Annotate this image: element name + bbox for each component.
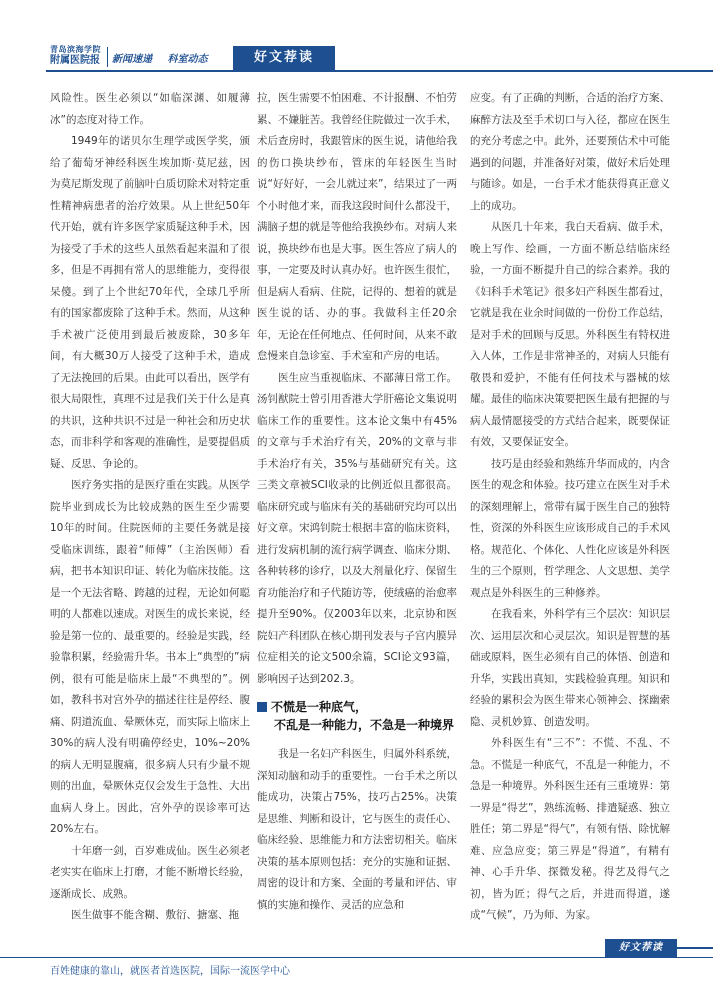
header-divider bbox=[107, 47, 108, 67]
footer-badge: 好文荐读 bbox=[605, 939, 677, 957]
text-column-2 bbox=[257, 88, 457, 916]
text-column-1 bbox=[50, 88, 250, 927]
header-nav bbox=[112, 50, 219, 65]
nav-news[interactable]: 新闻速递 bbox=[112, 54, 152, 65]
section-heading bbox=[257, 698, 457, 734]
hospital-logo bbox=[50, 44, 108, 70]
paragraph: 在我看来，外科学有三个层次：知识层次、运用层次和心灵层次。知识是智慧的基础或原料，医生必须有自己的体悟、创造和升华，实践出真知，实践检验真理。知识和经验的累积会为医生带来心领神会、探幽索隐、灵机妙算、创造发明。 bbox=[470, 608, 670, 728]
nav-dept[interactable]: 科室动态 bbox=[167, 54, 208, 65]
paragraph: 从医几十年来，我白天看病、做手术，晚上写作、绘画，一方面不断总结临床经验，一方面不断提升自己的综合素养。我的《妇科手术笔记》很多妇产科医生都看过，它就是我在业余时间做的一份份工作总结，是对手术的回顾与反思。外科医生有特权进入人体，工作是非常神圣的，对病人只能有敬畏和爱护，不能有任何技术与器械的炫耀。最佳的临床决策要把医生最有把握的与病人最情愿接受的方式结合起来，既要保证有效，又要保证安全。 bbox=[470, 221, 670, 448]
paragraph: 外科医生有“三不”：不慌、不乱、不急。不慌是一种底气，不乱是一种能力，不急是一种境界。外科医生还有三重境界：第一界是“得艺”，熟练流畅、排遣疑惑、独立胜任；第二界是“得气”，有领有悟、除忧解难、应急应变；第三界是“得道”，有精有神、心手升华、探微发秘。得艺及得气之初，皆为匠；得气之后，并进而得道，遂成“气候”，乃为师、为家。 bbox=[470, 737, 670, 921]
paragraph: 风险性。医生必须以“如临深渊、如履薄冰”的态度对待工作。 bbox=[50, 92, 250, 126]
paragraph: 我是一名妇产科医生，归属外科系统，深知动脑和动手的重要性。一台手术之所以能成功，决策占75%，技巧占25%。决策是思维、判断和设计，它与医生的责任心、临床经验、思维能力和方法密切相关。临床决策的基本原则包括：充分的实施和证据、周密的设计和方案、全面的考量和评估、审慎的实施和操作、灵活的应急和 bbox=[257, 748, 457, 911]
heading-line2: 不乱是一种能力，不急是一种境界 bbox=[274, 718, 455, 732]
page-header bbox=[0, 0, 713, 70]
logo-line1: 青岛滨海学院 bbox=[50, 44, 101, 54]
paragraph: 医生做事不能含糊、敷衍、搪塞、拖 bbox=[71, 909, 239, 921]
paragraph: 技巧是由经验和熟练升华而成的，内含医生的观念和体验。技巧建立在医生对手术的深刻理解上，常带有属于医生自己的独特性，资深的外科医生应该形成自己的手术风格。规范化、个体化、人性化应该是外科医生的三个原则，哲学理念、人文思想、美学观点是外科医生的三种修养。 bbox=[470, 457, 670, 599]
paragraph: 医疗务实指的是医疗重在实践。从医学院毕业到成长为比较成熟的医生至少需要10年的时间。住院医师的主要任务就是接受临床训练，跟着“师傅”（主治医师）看病，把书本知识印证、转化为临床技能。这是一个无法省略、跨越的过程，无论如何聪明的人都难以速成。对医生的成长来说，经验是第一位的、最重要的。经验是实践，经验靠积累，经验需升华。书本上“典型的”病例，很有可能是临床上最“不典型的”。例如，教科书对宫外孕的描述往往是停经、腹痛、阴道流血、晕厥休克，而实际上临床上30%的病人没有明确停经史，10%~20%的病人无明显腹痛，很多病人只有少量不规则的出血，晕厥休克仅会发生于急性、大出血病人身上。因此，宫外孕的误诊率可达20%左右。 bbox=[50, 479, 250, 835]
section-tab[interactable]: 好文荐读 bbox=[233, 46, 335, 70]
header-rule bbox=[46, 70, 713, 72]
heading-line1: 不慌是一种底气， bbox=[271, 700, 368, 714]
badge-rule bbox=[677, 947, 713, 949]
text-column-3 bbox=[470, 88, 670, 927]
paragraph: 1949年的诺贝尔生理学或医学奖，颁给了葡萄牙神经科医生埃加斯·莫尼兹，因为莫尼斯发现了前脑叶白质切除术对特定重性精神病患者的治疗效果。从上世纪50年代开始，就有许多医学家质疑这种手术，因为接受了手术的这些人虽然看起来温和了很多，但是不再拥有常人的思维能力，变得很呆傻。到了上个世纪70年代，全球几乎所有的国家都废除了这种手术。然而，从这种手术被广泛使用到最后被废除，30多年间，有大概30万人接受了这种手术，造成了无法挽回的后果。由此可以看出，医学有很大局限性，真理不过是我们关于什么是真的共识，这种共识不过是一种社会和历史状态，而非科学和客观的准确性，是要提倡质疑、反思、争论的。 bbox=[50, 135, 250, 470]
footer-rule bbox=[0, 957, 713, 958]
paragraph: 拉，医生需要不怕困难、不计报酬、不怕劳累、不嫌脏苦。我曾经住院做过一次手术，术后查房时，我跟管床的医生说，请他给我的伤口换块纱布，管床的年轻医生当时说“好好好，一会儿就过来”，结果过了一两个小时他才来，而我这段时间什么都没干，满脑子想的就是等他给我换纱布。对病人来说，换块纱布也是大事。医生答应了病人的事，一定要及时认真办好。也许医生很忙，但是病人看病、住院，记得的、想着的就是医生说的话、办的事。我做科主任20余年，无论在任何地点、任何时间，从来不敢怠慢来自急诊室、手术室和产房的电话。 bbox=[257, 92, 457, 362]
paragraph: 十年磨一剑，百岁难成仙。医生必须老老实实在临床上打磨，才能不断增长经验，逐渐成长、成熟。 bbox=[50, 844, 250, 900]
logo-line2: 附属医院报 bbox=[50, 55, 100, 66]
footer-slogan: 百姓健康的靠山，就医者首选医院，国际一流医学中心 bbox=[50, 966, 290, 977]
paragraph: 应变。有了正确的判断，合适的治疗方案、麻醉方法及至手术切口与入径，都应在医生的充分考虑之中。此外，还要预估术中可能遇到的问题，并准备好对策，做好术后处理与随诊。如是，一台手术才能获得真正意义上的成功。 bbox=[470, 92, 670, 212]
heading-marker bbox=[257, 702, 267, 712]
paragraph: 医生应当重视临床、不鄙薄日常工作。汤钊猷院士曾引用香港大学肝癌论文集说明临床工作的重要性。这本论文集中有45%的文章与手术治疗有关，20%的文章与非手术治疗有关，35%与基础研究有关。这三类文章被SCI收录的比例近似且都很高。临床研究或与临床有关的基础研究均可以出好文章。宋鸿钊院士根据丰富的临床资料，进行发病机制的流行病学调查、临床分期、各种转移的诊疗，以及大剂量化疗、保留生育功能治疗和子代随访等，使绒癌的治愈率提升至90%。仅2003年以来，北京协和医院妇产科团队在核心期刊发表与子宫内膜异位症相关的论文500余篇，SCI论文93篇，影响因子达到202.3。 bbox=[257, 371, 457, 685]
